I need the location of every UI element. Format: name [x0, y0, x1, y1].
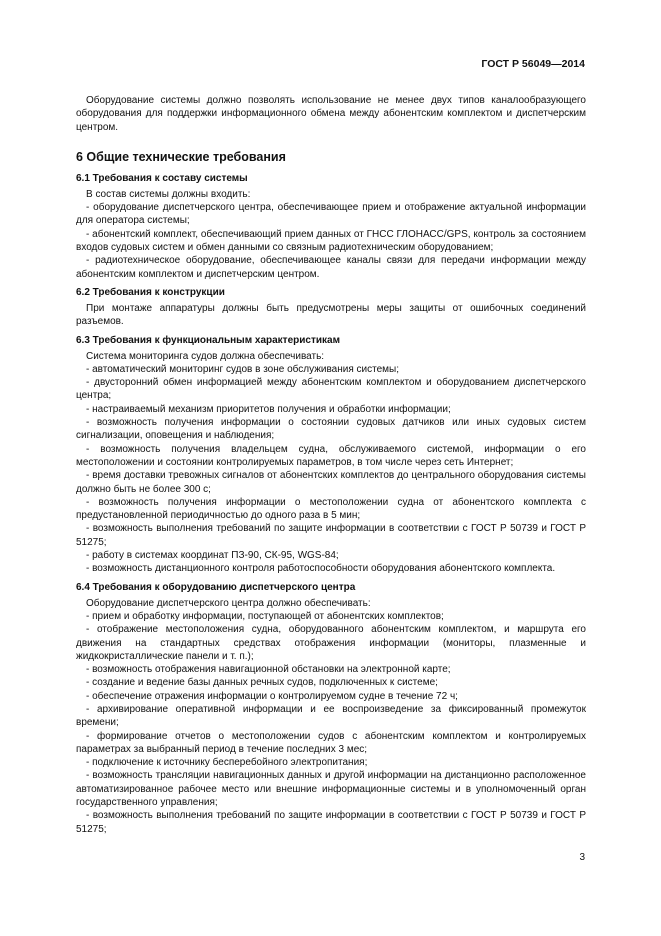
- section-6-2-title: 6.2 Требования к конструкции: [76, 286, 225, 298]
- section-6-3-title: 6.3 Требования к функциональным характеристикам: [76, 334, 340, 346]
- list-item: - настраиваемый механизм приоритетов получения и обработки информации;: [86, 403, 451, 415]
- section-6-1-lead: В состав системы должны входить:: [86, 188, 251, 200]
- standard-header: ГОСТ Р 56049—2014: [481, 58, 585, 70]
- list-item: - радиотехническое оборудование, обеспечивающее каналы связи для передачи информации между абонентским комплектом и диспетчерским центром.: [76, 255, 586, 280]
- list-item: - автоматический мониторинг судов в зоне обслуживания системы;: [86, 363, 400, 375]
- list-item: - формирование отчетов о местоположении судов с абонентским комплектом и контролируемых параметрах за выбранный период в течение последних 3 мес;: [76, 730, 586, 755]
- list-item: - работу в системах координат ПЗ-90, СК-95, WGS-84;: [86, 550, 339, 562]
- list-item: - возможность выполнения требований по защите информации в соответствии с ГОСТ Р 50739 и ГОСТ Р 51275;: [76, 523, 586, 548]
- list-item: - архивирование оперативной информации и ее воспроизведение за фиксированный промежуток времени;: [76, 703, 586, 729]
- list-item: - возможность получения владельцем судна, обслуживаемого системой, информации о его местоположении и состоянии контролируемых параметров, в том числе через сеть Интернет;: [76, 443, 586, 468]
- page-number: 3: [579, 852, 585, 863]
- list-item: - прием и обработку информации, поступающей от абонентских комплектов;: [86, 610, 444, 622]
- list-item: - двусторонний обмен информацией между абонентским комплектом и оборудованием диспетчерского центра;: [76, 377, 586, 402]
- list-item: - отображение местоположения судна, оборудованного абонентским комплектом, и маршрута его движения на стандартных средствах отображения информации (мониторы, плазменные и жидкокристаллические панели и т. п.);: [76, 624, 586, 662]
- list-item: - возможность получения информации о состоянии судовых датчиков или иных судовых систем сигнализации, оповещения и наблюдения;: [76, 417, 586, 442]
- list-item: - создание и ведение базы данных речных судов, подключенных к системе;: [86, 677, 438, 689]
- list-item: - возможность трансляции навигационных данных и другой информации на дистанционно расположенное автоматизированное рабочее место или внешние информационные системы и в уполномоченный орган государственного управления;: [76, 770, 586, 809]
- list-item: - возможность дистанционного контроля работоспособности оборудования абонентского комплекта.: [86, 563, 556, 575]
- list-item: - возможность получения информации о местоположении судна от абонентского комплекта с предустановленной периодичностью до одного раза в 5 мин;: [76, 496, 586, 522]
- list-item: - оборудование диспетчерского центра, обеспечивающее прием и отображение актуальной информации для оператора системы;: [76, 202, 586, 227]
- list-item: - возможность отображения навигационной обстановки на электронной карте;: [86, 664, 451, 676]
- section-6-title: 6 Общие технические требования: [76, 149, 286, 164]
- section-6-3-lead: Система мониторинга судов должна обеспечивать:: [86, 350, 325, 362]
- list-item: - абонентский комплект, обеспечивающий прием данных от ГНСС ГЛОНАСС/GPS, контроль за состоянием входов судовых систем и обмен данными со связным радиотехническим оборудованием;: [76, 228, 586, 254]
- page-content: [76, 94, 586, 836]
- list-item: - обеспечение отражения информации о контролируемом судне в течение 72 ч;: [86, 690, 458, 702]
- list-item: - подключение к источнику бесперебойного электропитания;: [86, 757, 368, 769]
- intro-paragraph: Оборудование системы должно позволять использование не менее двух типов каналообразующего оборудования для поддержки информационного обмена между абонентским комплектом и диспетчерским центром.: [76, 95, 586, 133]
- section-6-2-text: При монтаже аппаратуры должны быть предусмотрены меры защиты от ошибочных соединений разъемов.: [76, 302, 586, 328]
- section-6-1-title: 6.1 Требования к составу системы: [76, 172, 248, 184]
- list-item: - время доставки тревожных сигналов от абонентских комплектов до центрального оборудования системы должно быть не более 300 с;: [76, 470, 586, 495]
- section-6-4-title: 6.4 Требования к оборудованию диспетчерского центра: [76, 581, 356, 593]
- list-item: - возможность выполнения требований по защите информации в соответствии с ГОСТ Р 50739 и ГОСТ Р 51275;: [76, 810, 586, 835]
- section-6-4-lead: Оборудование диспетчерского центра должно обеспечивать:: [86, 597, 371, 609]
